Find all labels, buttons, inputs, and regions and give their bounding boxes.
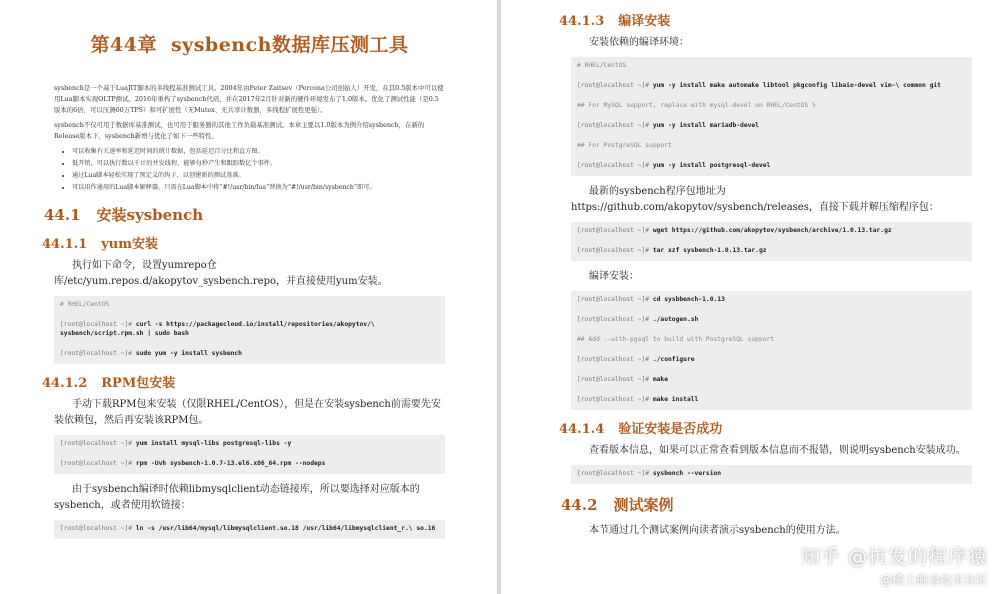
subsection-number: 44.1.1 bbox=[42, 237, 88, 252]
shell-command: sudo yum -y install sysbench bbox=[135, 350, 242, 357]
intro-paragraph: sysbench不仅可用于数据库基准测试，也可用于服务器的其他工作负载基准测试。本章主要以1.0版本为例介绍sysbench，在新的Release版本下，sysbench新增与优化了如下一些特性。 bbox=[54, 121, 425, 140]
chapter-intro bbox=[54, 83, 445, 194]
feature-item: • 可以收集有关速率和延迟时间的统计数据，包括延迟百分比和直方图。 bbox=[72, 146, 445, 158]
subsection-number: 44.1.3 bbox=[559, 14, 605, 29]
body-paragraph: 由于sysbench编译时依赖libmysqlclient动态链接库，所以要选择对应版本的sysbench，或者使用软链接： bbox=[54, 484, 420, 511]
body-paragraph: 编译安装： bbox=[589, 271, 639, 282]
shell-command: ln -s /usr/lib64/mysql/libmysqlclient.so.18 /usr/lib64/libmysqlclient_r.\ so.16 bbox=[135, 525, 436, 532]
shell-command: wget https://github.com/akopytov/sysbench/archive/1.0.13.tar.gz bbox=[652, 227, 892, 234]
shell-command: ./configure bbox=[652, 356, 695, 363]
code-comment: # RHEL/CentOS bbox=[577, 62, 627, 69]
shell-prompt: [root@localhost ~]# bbox=[577, 396, 650, 403]
shell-prompt: [root@localhost ~]# bbox=[577, 356, 650, 363]
shell-prompt: [root@localhost ~]# bbox=[577, 227, 650, 234]
chapter-title bbox=[54, 30, 445, 57]
code-line bbox=[577, 315, 966, 324]
code-line bbox=[577, 246, 966, 255]
shell-prompt: [root@localhost ~]# bbox=[60, 440, 133, 447]
watermark bbox=[801, 542, 988, 588]
shell-prompt: [root@localhost ~]# bbox=[577, 316, 650, 323]
shell-prompt: [root@localhost ~]# bbox=[60, 321, 133, 328]
left-page bbox=[0, 0, 497, 594]
code-line bbox=[60, 439, 439, 448]
code-line bbox=[577, 395, 966, 404]
body-paragraph: 执行如下命令，设置yumrepo仓库/etc/yum.repos.d/akopytov_sysbench.repo，并直接使用yum安装。 bbox=[54, 260, 388, 287]
code-line bbox=[577, 295, 966, 304]
shell-command: yum -y install mariadb-devel bbox=[652, 122, 759, 129]
shell-command: make bbox=[652, 376, 668, 383]
code-line bbox=[577, 375, 966, 384]
feature-item: • 通过Lua脚本轻松实现了预定义的钩子，以创建新的测试基准。 bbox=[72, 170, 445, 182]
shell-prompt: [root@localhost ~]# bbox=[577, 82, 650, 89]
subsection-heading bbox=[42, 233, 445, 252]
shell-prompt: [root@localhost ~]# bbox=[577, 296, 650, 303]
subsection-title: 编译安装 bbox=[618, 14, 671, 29]
subsection-heading bbox=[559, 418, 972, 437]
right-page bbox=[501, 0, 998, 594]
code-line bbox=[577, 355, 966, 364]
shell-command: ./autogen.sh bbox=[652, 316, 699, 323]
shell-command: curl -s https://packagecloud.io/install/repositories/akopytov/\ sysbench/script.rpm.sh | sudo bash bbox=[60, 321, 379, 337]
code-line bbox=[60, 349, 439, 358]
shell-command: cd sysbbench-1.0.13 bbox=[652, 296, 725, 303]
shell-command: yum -y install make automake libtool pkgconfig libaio-devel vim-\ common git bbox=[652, 82, 941, 89]
chapter-name: sysbench数据库压测工具 bbox=[170, 34, 409, 56]
watermark-juejin: @稀土掘金技术社区 bbox=[879, 573, 988, 587]
shell-prompt: [root@localhost ~]# bbox=[577, 162, 650, 169]
code-block bbox=[54, 296, 445, 364]
body-paragraph: 安装依赖的编译环境： bbox=[589, 37, 689, 48]
watermark-zhihu: 知乎 @抗发的程序猿 bbox=[800, 546, 988, 568]
body-paragraph: 最新的sysbench程序包地址为https://github.com/akopytov/sysbench/releases，直接下载并解压缩程序包： bbox=[571, 186, 939, 213]
shell-command: make install bbox=[652, 396, 699, 403]
code-line bbox=[577, 469, 966, 478]
feature-item: • 低开销，可以执行数以千计的并发线程，能够每秒产生和跟踪数亿个事件。 bbox=[72, 158, 445, 170]
shell-command: yum install mysql-libs postgresql-libs -y bbox=[135, 440, 292, 447]
shell-prompt: [root@localhost ~]# bbox=[577, 122, 650, 129]
code-block bbox=[54, 435, 445, 474]
section-heading bbox=[44, 204, 445, 225]
code-block bbox=[571, 57, 972, 176]
shell-command: yum -y install postgresql-devel bbox=[652, 162, 771, 169]
code-block bbox=[54, 520, 445, 539]
code-comment: # RHEL/CentOS bbox=[60, 301, 110, 308]
subsection-title: yum安装 bbox=[101, 237, 158, 252]
code-line bbox=[60, 320, 439, 338]
shell-prompt: [root@localhost ~]# bbox=[577, 470, 650, 477]
code-block bbox=[571, 222, 972, 261]
code-comment: ## Add --with-pgsql to build with PostgreSQL support bbox=[577, 336, 775, 343]
shell-command: sysbench --version bbox=[652, 470, 722, 477]
code-comment: ## For MySQL support, replace with mysql-devel on RHEL/CentOS 5 bbox=[577, 102, 816, 109]
subsection-heading bbox=[559, 10, 972, 29]
code-line bbox=[577, 161, 966, 170]
shell-command: tar xzf sysbench-1.0.13.tar.gz bbox=[652, 247, 767, 254]
subsection-number: 44.1.2 bbox=[42, 376, 88, 391]
code-line bbox=[577, 121, 966, 130]
shell-prompt: [root@localhost ~]# bbox=[577, 247, 650, 254]
section-number: 44.2 bbox=[561, 496, 598, 514]
code-line bbox=[577, 226, 966, 235]
chapter-number: 第44章 bbox=[90, 34, 157, 56]
feature-item: • 可以用作通用的Lua脚本解释器，只需在Lua脚本中将“#!/usr/bin/lua”替换为“#!/usr/bin/sysbench”即可。 bbox=[72, 182, 445, 194]
subsection-title: 验证安装是否成功 bbox=[618, 422, 723, 437]
code-line bbox=[577, 81, 966, 90]
subsection-title: RPM包安装 bbox=[101, 376, 176, 391]
code-block bbox=[571, 465, 972, 484]
code-line bbox=[60, 524, 439, 533]
body-paragraph: 本节通过几个测试案例向读者演示sysbench的使用方法。 bbox=[589, 525, 846, 536]
shell-prompt: [root@localhost ~]# bbox=[577, 376, 650, 383]
shell-command: rpm -Uvh sysbench-1.0.7-13.el6.x86_64.rpm --nodeps bbox=[135, 460, 326, 467]
feature-list bbox=[54, 146, 445, 194]
section-heading bbox=[561, 494, 972, 515]
section-title: 测试案例 bbox=[613, 496, 674, 514]
code-line bbox=[60, 459, 439, 468]
subsection-heading bbox=[42, 372, 445, 391]
intro-paragraph: sysbench是一个基于LuaJIT脚本的多线程基准测试工具。2004年由Peter Zaitsev（Percona公司创始人）开发，在其0.5版本中可以使用Lua脚本实现OLTP测试。2016年重构了sysbench代码，并在2017年2月针对新的硬件环境发布了1.0版本。优化了测试性能（是0.5版本的6倍，可以压测60万TPS）和可扩展性（无Mutex、无共享计数器，多线程扩展性更强）。 bbox=[54, 84, 444, 114]
shell-prompt: [root@localhost ~]# bbox=[60, 525, 133, 532]
section-number: 44.1 bbox=[44, 206, 81, 224]
section-title: 安装sysbench bbox=[96, 206, 204, 224]
shell-prompt: [root@localhost ~]# bbox=[60, 460, 133, 467]
subsection-number: 44.1.4 bbox=[559, 422, 605, 437]
code-comment: ## For PostgreSQL support bbox=[577, 142, 672, 149]
code-block bbox=[571, 291, 972, 410]
body-paragraph: 手动下载RPM包来安装（仅限RHEL/CentOS），但是在安装sysbench前需要先安装依赖包，然后再安装该RPM包。 bbox=[54, 399, 441, 426]
shell-prompt: [root@localhost ~]# bbox=[60, 350, 133, 357]
body-paragraph: 查看版本信息，如果可以正常查看到版本信息而不报错，则说明sysbench安装成功。 bbox=[589, 445, 966, 456]
